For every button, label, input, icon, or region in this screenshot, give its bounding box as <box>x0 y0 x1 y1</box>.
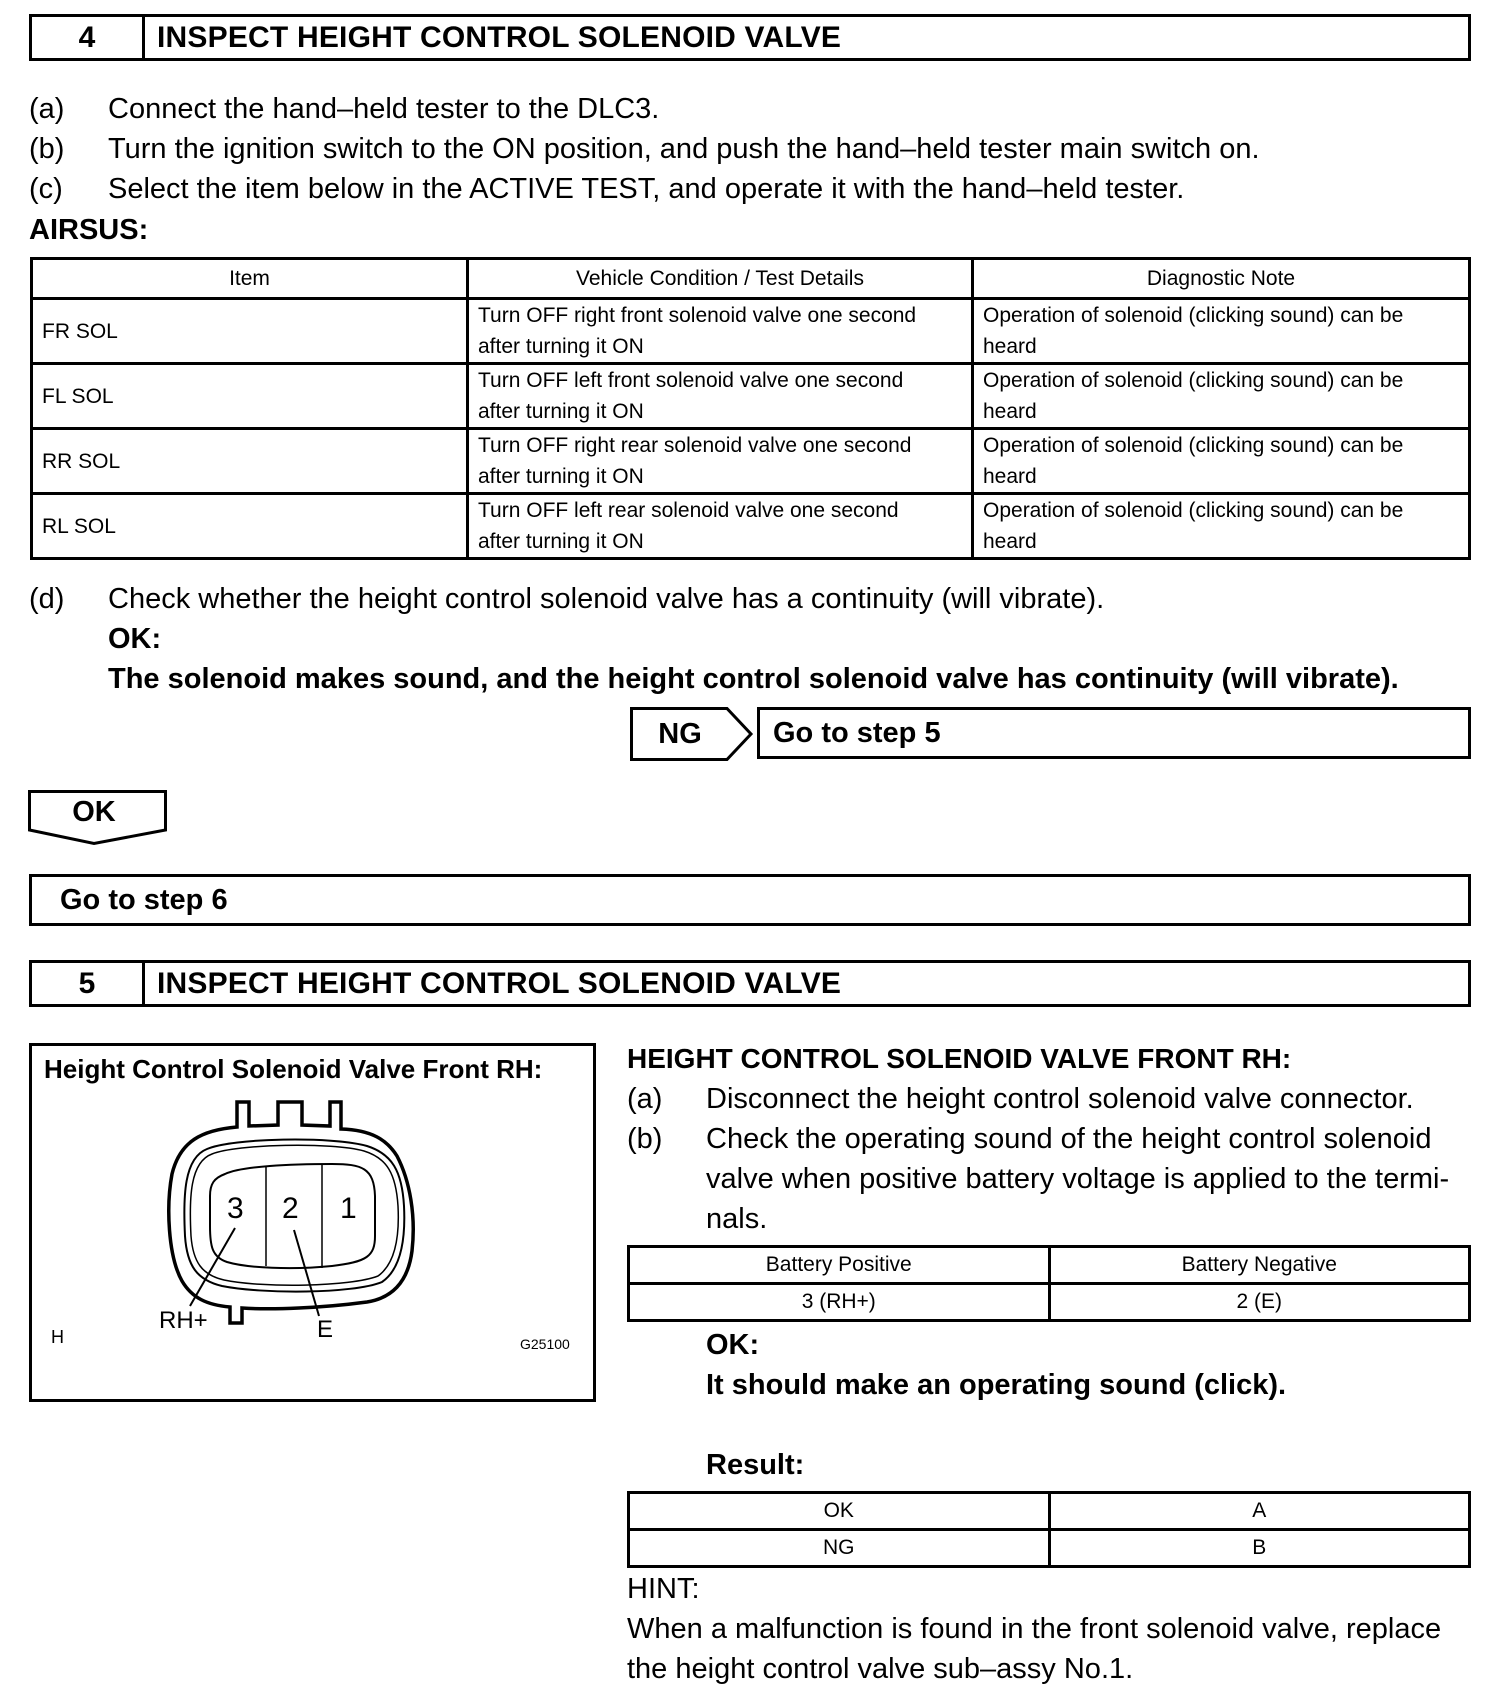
condition-line: after turning it ON <box>478 530 644 553</box>
table-row <box>32 364 1470 429</box>
ok-tag <box>28 790 168 851</box>
connector-diagram <box>32 1046 593 1399</box>
instruction-label: (c) <box>29 173 63 205</box>
e-label: E <box>317 1316 334 1343</box>
active-test-table <box>30 257 1471 560</box>
cell-note <box>973 299 1470 364</box>
cell-code: A <box>1049 1493 1470 1530</box>
result-label: Result: <box>706 1449 805 1481</box>
ok-label: OK: <box>706 1329 760 1361</box>
instruction-label: (a) <box>627 1083 663 1115</box>
cell-code: B <box>1049 1530 1470 1567</box>
leader-line-rh <box>190 1228 235 1306</box>
instruction-text: Turn the ignition switch to the ON position, and push the hand–held tester main switch on. <box>108 133 1260 165</box>
condition-line: Turn OFF right front solenoid valve one second <box>478 304 917 327</box>
cell-item: RR SOL <box>32 429 468 494</box>
instruction-text: Disconnect the height control solenoid valve connector. <box>706 1083 1414 1115</box>
cell-note <box>973 364 1470 429</box>
table-row <box>32 494 1470 559</box>
step-5-header <box>29 960 1471 1007</box>
hint-label: HINT: <box>627 1573 700 1605</box>
pin-3-label: 3 <box>227 1192 244 1225</box>
instruction-label: (a) <box>29 93 65 125</box>
cell-result: OK <box>629 1493 1050 1530</box>
hint-text-line: the height control valve sub–assy No.1. <box>627 1653 1134 1685</box>
cell-result: NG <box>629 1530 1050 1567</box>
table-row <box>629 1284 1470 1321</box>
condition-line: Turn OFF right rear solenoid valve one second <box>478 434 912 457</box>
ok-criteria: The solenoid makes sound, and the height control solenoid valve has continuity (will vibrate). <box>108 663 1399 695</box>
pin-1-label: 1 <box>340 1192 357 1225</box>
note-line: heard <box>983 530 1037 553</box>
ok-tag-label: OK <box>72 795 116 828</box>
instruction-text: Check whether the height control solenoid valve has a continuity (will vibrate). <box>108 583 1105 615</box>
ng-action-text: Go to step 5 <box>773 716 941 749</box>
note-line: Operation of solenoid (clicking sound) can be <box>983 304 1404 327</box>
section-subtitle: HEIGHT CONTROL SOLENOID VALVE FRONT RH: <box>627 1043 1292 1074</box>
step-number: 4 <box>32 17 145 58</box>
instruction-label: (d) <box>29 583 65 615</box>
note-line: heard <box>983 465 1037 488</box>
table-row <box>32 299 1470 364</box>
hint-text-line: When a malfunction is found in the front solenoid valve, replace <box>627 1613 1442 1645</box>
step-title: INSPECT HEIGHT CONTROL SOLENOID VALVE <box>157 20 842 54</box>
ok-action-box[interactable] <box>29 874 1471 926</box>
table-row <box>629 1493 1470 1530</box>
instruction-text: nals. <box>706 1203 768 1235</box>
rh-plus-label: RH+ <box>159 1307 208 1334</box>
header-item: Item <box>32 259 468 299</box>
cell-note <box>973 494 1470 559</box>
note-line: Operation of solenoid (clicking sound) can be <box>983 369 1404 392</box>
cell-condition <box>468 299 973 364</box>
header-battery-positive: Battery Positive <box>629 1247 1050 1284</box>
condition-line: after turning it ON <box>478 465 644 488</box>
table-header-row <box>32 259 1470 299</box>
cell-condition <box>468 364 973 429</box>
cell-condition <box>468 494 973 559</box>
table-title: AIRSUS: <box>29 214 149 246</box>
figure-title: Height Control Solenoid Valve Front RH: <box>44 1054 543 1084</box>
ng-label: NG <box>658 717 702 750</box>
ng-tag <box>630 707 754 766</box>
cell-note <box>973 429 1470 494</box>
condition-line: Turn OFF left front solenoid valve one second <box>478 369 904 392</box>
note-line: Operation of solenoid (clicking sound) can be <box>983 499 1404 522</box>
instruction-text: Select the item below in the ACTIVE TEST, and operate it with the hand–held tester. <box>108 173 1185 205</box>
step-4-header <box>29 14 1471 61</box>
step-title: INSPECT HEIGHT CONTROL SOLENOID VALVE <box>157 966 842 1000</box>
condition-line: Turn OFF left rear solenoid valve one second <box>478 499 899 522</box>
instruction-label: (b) <box>29 133 65 165</box>
result-table <box>627 1491 1471 1568</box>
instruction-text: Check the operating sound of the height control solenoid <box>706 1123 1432 1155</box>
table-row <box>629 1530 1470 1567</box>
note-line: heard <box>983 400 1037 423</box>
leader-line-e <box>294 1230 319 1316</box>
instruction-text: valve when positive battery voltage is applied to the termi- <box>706 1163 1450 1195</box>
pin-2-label: 2 <box>282 1192 299 1225</box>
table-header-row <box>629 1247 1470 1284</box>
figure-id: G25100 <box>520 1336 570 1352</box>
header-condition: Vehicle Condition / Test Details <box>468 259 973 299</box>
ng-action-box[interactable] <box>757 707 1471 759</box>
cell-negative: 2 (E) <box>1049 1284 1470 1321</box>
condition-line: after turning it ON <box>478 400 644 423</box>
ok-criteria: It should make an operating sound (click). <box>706 1369 1287 1401</box>
condition-line: after turning it ON <box>478 335 644 358</box>
ok-action-text: Go to step 6 <box>60 883 228 916</box>
corner-letter: H <box>51 1327 64 1347</box>
instruction-text: Connect the hand–held tester to the DLC3. <box>108 93 660 125</box>
header-battery-negative: Battery Negative <box>1049 1247 1470 1284</box>
note-line: heard <box>983 335 1037 358</box>
cell-item: FL SOL <box>32 364 468 429</box>
header-note: Diagnostic Note <box>973 259 1470 299</box>
table-row <box>32 429 1470 494</box>
cell-item: FR SOL <box>32 299 468 364</box>
cell-condition <box>468 429 973 494</box>
instruction-label: (b) <box>627 1123 663 1155</box>
connector-figure <box>29 1043 596 1402</box>
ok-label: OK: <box>108 623 162 655</box>
note-line: Operation of solenoid (clicking sound) can be <box>983 434 1404 457</box>
cell-positive: 3 (RH+) <box>629 1284 1050 1321</box>
step-number: 5 <box>32 963 145 1004</box>
cell-item: RL SOL <box>32 494 468 559</box>
battery-table <box>627 1245 1471 1322</box>
